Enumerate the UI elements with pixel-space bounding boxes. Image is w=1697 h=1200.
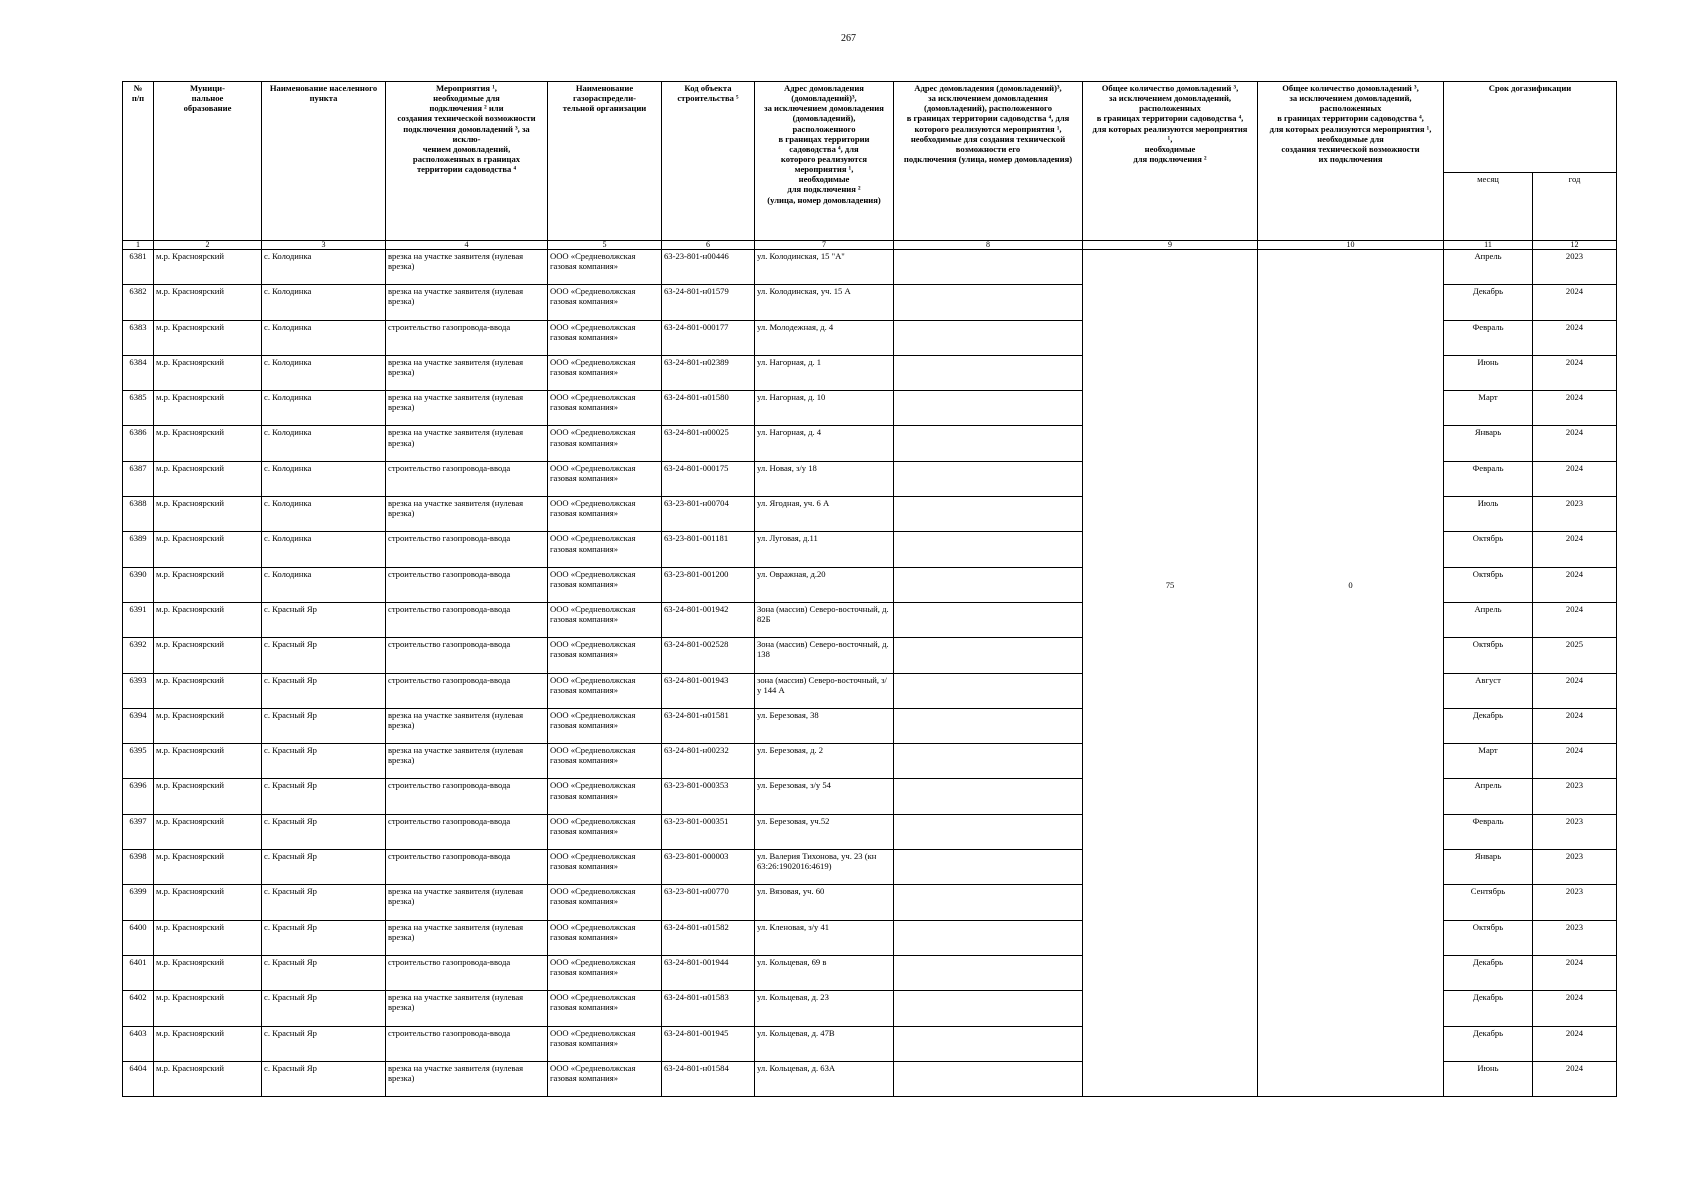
- row-event: строительство газопровода-ввода: [386, 955, 548, 990]
- row-address: ул. Кленовая, з/у 41: [755, 920, 894, 955]
- row-municipality: м.р. Красноярский: [154, 673, 262, 708]
- row-month: Июнь: [1444, 355, 1533, 390]
- row-year: 2024: [1533, 708, 1617, 743]
- header-settlement: Наименование населенного пункта: [262, 82, 386, 241]
- column-number: 3: [262, 241, 386, 250]
- row-address: ул. Кольцевая, д. 63А: [755, 1061, 894, 1096]
- row-year: 2024: [1533, 285, 1617, 320]
- row-year: 2023: [1533, 920, 1617, 955]
- row-settlement: с. Колодинка: [262, 355, 386, 390]
- row-object-code: 63-24-801-002528: [662, 638, 755, 673]
- row-event: врезка на участке заявителя (нулевая врезка): [386, 285, 548, 320]
- row-address: Зона (массив) Северо-восточный, д. 82Б: [755, 602, 894, 637]
- row-event: врезка на участке заявителя (нулевая врезка): [386, 991, 548, 1026]
- row-year: 2024: [1533, 391, 1617, 426]
- row-number: 6401: [123, 955, 154, 990]
- row-event: строительство газопровода-ввода: [386, 602, 548, 637]
- row-month: Июнь: [1444, 1061, 1533, 1096]
- page-number: 267: [841, 33, 856, 44]
- row-settlement: с. Красный Яр: [262, 955, 386, 990]
- row-year: 2024: [1533, 955, 1617, 990]
- row-month: Февраль: [1444, 320, 1533, 355]
- row-event: строительство газопровода-ввода: [386, 1026, 548, 1061]
- row-municipality: м.р. Красноярский: [154, 1061, 262, 1096]
- row-year: 2024: [1533, 673, 1617, 708]
- row-address-technical: [894, 779, 1083, 814]
- row-year: 2024: [1533, 1061, 1617, 1096]
- row-number: 6393: [123, 673, 154, 708]
- row-number: 6399: [123, 885, 154, 920]
- row-event: строительство газопровода-ввода: [386, 461, 548, 496]
- row-number: 6387: [123, 461, 154, 496]
- row-event: строительство газопровода-ввода: [386, 638, 548, 673]
- row-municipality: м.р. Красноярский: [154, 567, 262, 602]
- row-address: ул. Кольцевая, 69 в: [755, 955, 894, 990]
- row-event: строительство газопровода-ввода: [386, 320, 548, 355]
- row-organization: ООО «Средневолжская газовая компания»: [548, 885, 662, 920]
- row-number: 6394: [123, 708, 154, 743]
- row-organization: ООО «Средневолжская газовая компания»: [548, 814, 662, 849]
- row-organization: ООО «Средневолжская газовая компания»: [548, 320, 662, 355]
- row-object-code: 63-24-801-н01583: [662, 991, 755, 1026]
- row-municipality: м.р. Красноярский: [154, 708, 262, 743]
- row-address-technical: [894, 673, 1083, 708]
- row-year: 2023: [1533, 779, 1617, 814]
- row-month: Июль: [1444, 497, 1533, 532]
- row-object-code: 63-23-801-001181: [662, 532, 755, 567]
- row-month: Октябрь: [1444, 920, 1533, 955]
- row-address: ул. Нагорная, д. 10: [755, 391, 894, 426]
- row-event: врезка на участке заявителя (нулевая врезка): [386, 250, 548, 285]
- row-number: 6397: [123, 814, 154, 849]
- row-number: 6404: [123, 1061, 154, 1096]
- row-object-code: 63-24-801-н01582: [662, 920, 755, 955]
- column-number: 12: [1533, 241, 1617, 250]
- row-month: Апрель: [1444, 250, 1533, 285]
- row-settlement: с. Колодинка: [262, 497, 386, 532]
- row-address-technical: [894, 461, 1083, 496]
- row-organization: ООО «Средневолжская газовая компания»: [548, 355, 662, 390]
- header-year: год: [1533, 173, 1617, 241]
- row-organization: ООО «Средневолжская газовая компания»: [548, 1061, 662, 1096]
- row-settlement: с. Красный Яр: [262, 602, 386, 637]
- row-month: Февраль: [1444, 814, 1533, 849]
- row-settlement: с. Красный Яр: [262, 1026, 386, 1061]
- row-object-code: 63-24-801-н00232: [662, 744, 755, 779]
- row-municipality: м.р. Красноярский: [154, 779, 262, 814]
- row-municipality: м.р. Красноярский: [154, 391, 262, 426]
- row-settlement: с. Колодинка: [262, 532, 386, 567]
- row-object-code: 63-24-801-н01580: [662, 391, 755, 426]
- row-event: строительство газопровода-ввода: [386, 567, 548, 602]
- row-address: ул. Луговая, д.11: [755, 532, 894, 567]
- row-municipality: м.р. Красноярский: [154, 320, 262, 355]
- header-number: № п/п: [123, 82, 154, 241]
- row-year: 2024: [1533, 532, 1617, 567]
- row-event: врезка на участке заявителя (нулевая врезка): [386, 355, 548, 390]
- row-number: 6381: [123, 250, 154, 285]
- row-address: ул. Кольцевая, д. 47В: [755, 1026, 894, 1061]
- row-month: Декабрь: [1444, 991, 1533, 1026]
- row-municipality: м.р. Красноярский: [154, 426, 262, 461]
- row-year: 2024: [1533, 426, 1617, 461]
- row-object-code: 63-24-801-001942: [662, 602, 755, 637]
- row-municipality: м.р. Красноярский: [154, 920, 262, 955]
- row-address: ул. Березовая, з/у 54: [755, 779, 894, 814]
- row-object-code: 63-23-801-н00770: [662, 885, 755, 920]
- row-settlement: с. Колодинка: [262, 320, 386, 355]
- row-address: ул. Колодинская, уч. 15 А: [755, 285, 894, 320]
- count-technical-value: 0: [1348, 580, 1353, 590]
- row-settlement: с. Красный Яр: [262, 850, 386, 885]
- row-month: Январь: [1444, 426, 1533, 461]
- row-address-technical: [894, 532, 1083, 567]
- row-event: врезка на участке заявителя (нулевая врезка): [386, 920, 548, 955]
- column-number: 1: [123, 241, 154, 250]
- row-municipality: м.р. Красноярский: [154, 461, 262, 496]
- row-event: строительство газопровода-ввода: [386, 814, 548, 849]
- row-settlement: с. Красный Яр: [262, 885, 386, 920]
- row-number: 6388: [123, 497, 154, 532]
- row-event: врезка на участке заявителя (нулевая врезка): [386, 426, 548, 461]
- row-event: врезка на участке заявителя (нулевая врезка): [386, 744, 548, 779]
- row-year: 2024: [1533, 461, 1617, 496]
- row-settlement: с. Колодинка: [262, 285, 386, 320]
- row-municipality: м.р. Красноярский: [154, 250, 262, 285]
- merged-count-technical: [1258, 250, 1444, 1097]
- row-year: 2024: [1533, 355, 1617, 390]
- row-address: ул. Березовая, уч.52: [755, 814, 894, 849]
- row-organization: ООО «Средневолжская газовая компания»: [548, 250, 662, 285]
- row-municipality: м.р. Красноярский: [154, 991, 262, 1026]
- row-settlement: с. Красный Яр: [262, 708, 386, 743]
- column-number: 4: [386, 241, 548, 250]
- row-year: 2024: [1533, 1026, 1617, 1061]
- row-address: ул. Овражная, д.20: [755, 567, 894, 602]
- header-events: Мероприятия ¹, необходимые для подключения ² или создания технической возможности подключения домовладений ³, за исклю- чением домовладений, расположенных в границах территории садоводства ⁴: [386, 82, 548, 241]
- row-number: 6398: [123, 850, 154, 885]
- row-settlement: с. Красный Яр: [262, 779, 386, 814]
- row-number: 6383: [123, 320, 154, 355]
- row-number: 6391: [123, 602, 154, 637]
- row-municipality: м.р. Красноярский: [154, 285, 262, 320]
- row-number: 6395: [123, 744, 154, 779]
- row-object-code: 63-23-801-н00704: [662, 497, 755, 532]
- row-address: ул. Молодежная, д. 4: [755, 320, 894, 355]
- row-year: 2024: [1533, 567, 1617, 602]
- row-address: ул. Березовая, д. 2: [755, 744, 894, 779]
- row-address-technical: [894, 850, 1083, 885]
- row-object-code: 63-23-801-000353: [662, 779, 755, 814]
- row-address-technical: [894, 638, 1083, 673]
- merged-count-connection: [1083, 250, 1258, 1097]
- row-month: Апрель: [1444, 779, 1533, 814]
- row-municipality: м.р. Красноярский: [154, 1026, 262, 1061]
- row-month: Март: [1444, 744, 1533, 779]
- row-address-technical: [894, 920, 1083, 955]
- row-event: строительство газопровода-ввода: [386, 779, 548, 814]
- row-month: Март: [1444, 391, 1533, 426]
- row-month: Декабрь: [1444, 955, 1533, 990]
- row-organization: ООО «Средневолжская газовая компания»: [548, 850, 662, 885]
- row-municipality: м.р. Красноярский: [154, 638, 262, 673]
- row-year: 2024: [1533, 991, 1617, 1026]
- row-year: 2023: [1533, 250, 1617, 285]
- row-number: 6384: [123, 355, 154, 390]
- row-month: Февраль: [1444, 461, 1533, 496]
- row-settlement: с. Красный Яр: [262, 814, 386, 849]
- row-settlement: с. Красный Яр: [262, 991, 386, 1026]
- row-address: зона (массив) Северо-восточный, з/у 144 А: [755, 673, 894, 708]
- row-number: 6390: [123, 567, 154, 602]
- column-number: 5: [548, 241, 662, 250]
- row-number: 6386: [123, 426, 154, 461]
- row-address: ул. Нагорная, д. 4: [755, 426, 894, 461]
- row-organization: ООО «Средневолжская газовая компания»: [548, 391, 662, 426]
- row-address: ул. Вязовая, уч. 60: [755, 885, 894, 920]
- row-organization: ООО «Средневолжская газовая компания»: [548, 673, 662, 708]
- table-body: [123, 250, 1617, 1097]
- header-address-connection: Адрес домовладения (домовладений)³, за исключением домовладения (домовладений), расположенного в границах территории садоводства ⁴, для которого реализуются мероприятия ¹, необходимые для подключения ² (улица, номер домовладения): [755, 82, 894, 241]
- row-number: 6389: [123, 532, 154, 567]
- row-address-technical: [894, 1026, 1083, 1061]
- row-organization: ООО «Средневолжская газовая компания»: [548, 955, 662, 990]
- row-address: ул. Колодинская, 15 "А": [755, 250, 894, 285]
- row-address: ул. Кольцевая, д. 23: [755, 991, 894, 1026]
- row-object-code: 63-24-801-001944: [662, 955, 755, 990]
- row-organization: ООО «Средневолжская газовая компания»: [548, 285, 662, 320]
- column-number: 10: [1258, 241, 1444, 250]
- row-address-technical: [894, 708, 1083, 743]
- row-object-code: 63-24-801-001943: [662, 673, 755, 708]
- row-month: Сентябрь: [1444, 885, 1533, 920]
- row-object-code: 63-24-801-н02389: [662, 355, 755, 390]
- row-event: врезка на участке заявителя (нулевая врезка): [386, 885, 548, 920]
- row-address-technical: [894, 744, 1083, 779]
- row-event: строительство газопровода-ввода: [386, 532, 548, 567]
- row-address: Зона (массив) Северо-восточный, д. 138: [755, 638, 894, 673]
- row-organization: ООО «Средневолжская газовая компания»: [548, 461, 662, 496]
- row-organization: ООО «Средневолжская газовая компания»: [548, 708, 662, 743]
- row-address: ул. Ягодная, уч. 6 А: [755, 497, 894, 532]
- row-organization: ООО «Средневолжская газовая компания»: [548, 920, 662, 955]
- row-organization: ООО «Средневолжская газовая компания»: [548, 602, 662, 637]
- row-address: ул. Березовая, 38: [755, 708, 894, 743]
- row-month: Октябрь: [1444, 567, 1533, 602]
- row-settlement: с. Колодинка: [262, 567, 386, 602]
- row-settlement: с. Колодинка: [262, 250, 386, 285]
- header-address-technical: Адрес домовладения (домовладений)³, за исключением домовладения (домовладений), расположенного в границах территории садоводства ⁴, для которого реализуются мероприятия ¹, необходимые для создания технической возможности его подключения (улица, номер домовладения): [894, 82, 1083, 241]
- row-month: Январь: [1444, 850, 1533, 885]
- row-year: 2023: [1533, 885, 1617, 920]
- row-month: Октябрь: [1444, 532, 1533, 567]
- row-organization: ООО «Средневолжская газовая компания»: [548, 991, 662, 1026]
- row-month: Декабрь: [1444, 285, 1533, 320]
- row-year: 2025: [1533, 638, 1617, 673]
- row-settlement: с. Колодинка: [262, 391, 386, 426]
- row-settlement: с. Красный Яр: [262, 1061, 386, 1096]
- row-organization: ООО «Средневолжская газовая компания»: [548, 638, 662, 673]
- header-gasification-term: Срок догазификации: [1444, 82, 1617, 173]
- row-municipality: м.р. Красноярский: [154, 602, 262, 637]
- row-year: 2024: [1533, 320, 1617, 355]
- row-address-technical: [894, 250, 1083, 285]
- row-object-code: 63-24-801-н01581: [662, 708, 755, 743]
- row-settlement: с. Красный Яр: [262, 638, 386, 673]
- row-event: врезка на участке заявителя (нулевая врезка): [386, 708, 548, 743]
- row-address-technical: [894, 814, 1083, 849]
- row-organization: ООО «Средневолжская газовая компания»: [548, 426, 662, 461]
- row-number: 6402: [123, 991, 154, 1026]
- row-settlement: с. Красный Яр: [262, 920, 386, 955]
- row-object-code: 63-23-801-000351: [662, 814, 755, 849]
- row-municipality: м.р. Красноярский: [154, 814, 262, 849]
- column-number-row: [123, 241, 1617, 250]
- row-organization: ООО «Средневолжская газовая компания»: [548, 497, 662, 532]
- row-object-code: 63-24-801-н00025: [662, 426, 755, 461]
- row-object-code: 63-24-801-000177: [662, 320, 755, 355]
- row-address-technical: [894, 1061, 1083, 1096]
- row-address-technical: [894, 320, 1083, 355]
- row-year: 2023: [1533, 814, 1617, 849]
- row-object-code: 63-24-801-001945: [662, 1026, 755, 1061]
- row-event: врезка на участке заявителя (нулевая врезка): [386, 1061, 548, 1096]
- row-municipality: м.р. Красноярский: [154, 497, 262, 532]
- row-municipality: м.р. Красноярский: [154, 532, 262, 567]
- row-address-technical: [894, 955, 1083, 990]
- row-number: 6400: [123, 920, 154, 955]
- row-organization: ООО «Средневолжская газовая компания»: [548, 1026, 662, 1061]
- row-address-technical: [894, 991, 1083, 1026]
- gasification-table: [122, 81, 1617, 1097]
- row-settlement: с. Красный Яр: [262, 673, 386, 708]
- column-number: 6: [662, 241, 755, 250]
- row-address-technical: [894, 285, 1083, 320]
- row-organization: ООО «Средневолжская газовая компания»: [548, 532, 662, 567]
- row-month: Октябрь: [1444, 638, 1533, 673]
- row-organization: ООО «Средневолжская газовая компания»: [548, 744, 662, 779]
- row-object-code: 63-24-801-н01584: [662, 1061, 755, 1096]
- row-object-code: 63-23-801-н00446: [662, 250, 755, 285]
- row-event: строительство газопровода-ввода: [386, 673, 548, 708]
- table-row: [123, 250, 1617, 285]
- row-address: ул. Новая, з/у 18: [755, 461, 894, 496]
- row-address-technical: [894, 602, 1083, 637]
- row-object-code: 63-24-801-000175: [662, 461, 755, 496]
- row-number: 6396: [123, 779, 154, 814]
- header-object-code: Код объекта строительства ⁵: [662, 82, 755, 241]
- row-settlement: с. Колодинка: [262, 426, 386, 461]
- row-year: 2024: [1533, 602, 1617, 637]
- row-object-code: 63-23-801-000003: [662, 850, 755, 885]
- row-number: 6403: [123, 1026, 154, 1061]
- row-municipality: м.р. Красноярский: [154, 355, 262, 390]
- header-count-technical: Общее количество домовладений ³, за исключением домовладений, расположенных в границах территории садоводства ⁴, для которых реализуются мероприятия ¹, необходимые для создания технической возможности их подключения: [1258, 82, 1444, 241]
- row-year: 2024: [1533, 744, 1617, 779]
- row-event: строительство газопровода-ввода: [386, 850, 548, 885]
- row-address-technical: [894, 426, 1083, 461]
- row-number: 6382: [123, 285, 154, 320]
- row-address: ул. Валерия Тихонова, уч. 23 (кн 63:26:1902016:4619): [755, 850, 894, 885]
- row-month: Декабрь: [1444, 708, 1533, 743]
- row-address-technical: [894, 497, 1083, 532]
- column-number: 2: [154, 241, 262, 250]
- row-municipality: м.р. Красноярский: [154, 744, 262, 779]
- row-address-technical: [894, 885, 1083, 920]
- row-address: ул. Нагорная, д. 1: [755, 355, 894, 390]
- count-connection-value: 75: [1165, 580, 1175, 590]
- row-object-code: 63-23-801-001200: [662, 567, 755, 602]
- row-address-technical: [894, 567, 1083, 602]
- row-municipality: м.р. Красноярский: [154, 885, 262, 920]
- row-number: 6385: [123, 391, 154, 426]
- row-organization: ООО «Средневолжская газовая компания»: [548, 567, 662, 602]
- row-month: Декабрь: [1444, 1026, 1533, 1061]
- row-object-code: 63-24-801-н01579: [662, 285, 755, 320]
- column-number: 11: [1444, 241, 1533, 250]
- row-year: 2023: [1533, 497, 1617, 532]
- row-event: врезка на участке заявителя (нулевая врезка): [386, 391, 548, 426]
- column-number: 9: [1083, 241, 1258, 250]
- column-number: 7: [755, 241, 894, 250]
- header-organization: Наименование газораспредели- тельной организации: [548, 82, 662, 241]
- header-municipality: Муници- пальное образование: [154, 82, 262, 241]
- header-month: месяц: [1444, 173, 1533, 241]
- column-number: 8: [894, 241, 1083, 250]
- row-municipality: м.р. Красноярский: [154, 850, 262, 885]
- row-settlement: с. Колодинка: [262, 461, 386, 496]
- header-count-connection: Общее количество домовладений ³, за исключением домовладений, расположенных в границах территории садоводства ⁴, для которых реализуются мероприятия ¹, необходимые для подключения ²: [1083, 82, 1258, 241]
- row-address-technical: [894, 355, 1083, 390]
- row-number: 6392: [123, 638, 154, 673]
- row-year: 2023: [1533, 850, 1617, 885]
- row-event: врезка на участке заявителя (нулевая врезка): [386, 497, 548, 532]
- row-settlement: с. Красный Яр: [262, 744, 386, 779]
- row-month: Апрель: [1444, 602, 1533, 637]
- row-municipality: м.р. Красноярский: [154, 955, 262, 990]
- row-address-technical: [894, 391, 1083, 426]
- row-month: Август: [1444, 673, 1533, 708]
- row-organization: ООО «Средневолжская газовая компания»: [548, 779, 662, 814]
